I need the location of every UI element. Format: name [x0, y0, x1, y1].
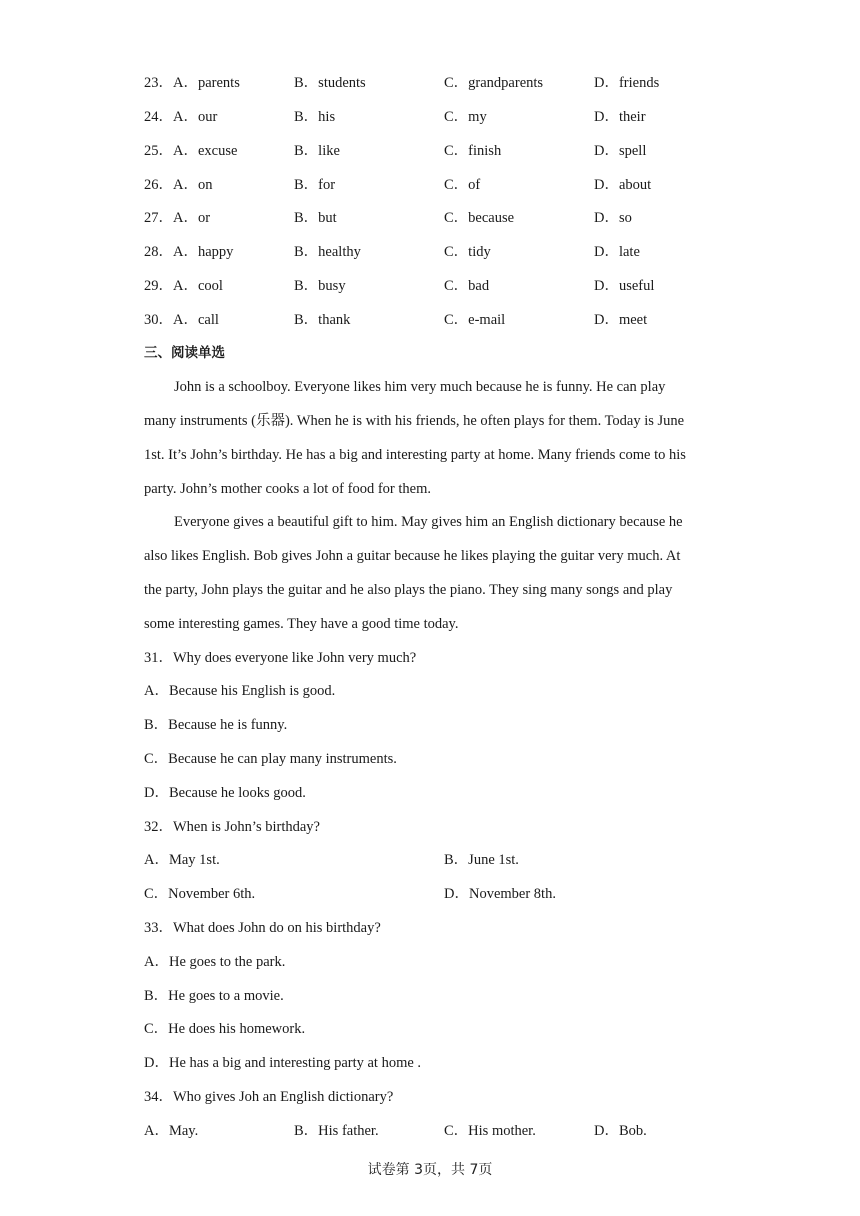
question-34-option-b: B．His father.: [294, 1123, 379, 1139]
option-b: B．but: [294, 210, 337, 226]
option-b: B．his: [294, 109, 336, 125]
option-b: B．students: [294, 75, 366, 91]
option-c: C．finish: [444, 143, 502, 159]
question-31-option-a: A．Because his English is good.: [144, 683, 336, 699]
passage-line: some interesting games. They have a good time today.: [144, 616, 459, 632]
passage-line: many instruments (乐器). When he is with his friends, he often plays for them. Today is June: [144, 413, 685, 429]
question-31-stem: 31．Why does everyone like John very much?: [144, 650, 417, 666]
option-a: 24．A．our: [144, 109, 218, 125]
option-a: 29．A．cool: [144, 278, 223, 294]
section-title: 三、阅读单选: [144, 345, 225, 361]
question-31-option-c: C．Because he can play many instruments.: [144, 751, 397, 767]
option-b: B．like: [294, 143, 340, 159]
question-34-option-a: A．May.: [144, 1123, 199, 1139]
option-d: D．spell: [594, 143, 647, 159]
option-b: B．healthy: [294, 244, 361, 260]
option-d: D．their: [594, 109, 646, 125]
option-b: B．for: [294, 177, 336, 193]
option-d: D．about: [594, 177, 652, 193]
passage-line: also likes English. Bob gives John a guitar because he likes playing the guitar very much. At: [144, 548, 681, 564]
option-a: 25．A．excuse: [144, 143, 238, 159]
question-31-option-d: D．Because he looks good.: [144, 785, 306, 801]
question-32-option-d: D．November 8th.: [444, 886, 556, 902]
option-a: 27．A．or: [144, 210, 211, 226]
page-footer: 试卷第 3页，共 7页: [367, 1162, 493, 1178]
option-d: D．so: [594, 210, 632, 226]
passage-line: Everyone gives a beautiful gift to him. May gives him an English dictionary because he: [174, 514, 683, 530]
option-d: D．useful: [594, 278, 655, 294]
option-c: C．e-mail: [444, 312, 506, 328]
passage-line: the party, John plays the guitar and he also plays the piano. They sing many songs and play: [144, 582, 673, 598]
passage-line: 1st. It’s John’s birthday. He has a big and interesting party at home. Many friends come to his: [144, 447, 686, 463]
option-d: D．friends: [594, 75, 660, 91]
option-c: C．of: [444, 177, 481, 193]
question-34-option-c: C．His mother.: [444, 1123, 536, 1139]
question-34-stem: 34．Who gives Joh an English dictionary?: [144, 1089, 394, 1105]
option-a: 26．A．on: [144, 177, 213, 193]
question-33-option-a: A．He goes to the park.: [144, 954, 286, 970]
option-b: B．busy: [294, 278, 346, 294]
question-32-option-c: C．November 6th.: [144, 886, 256, 902]
option-c: C．bad: [444, 278, 490, 294]
question-33-option-b: B．He goes to a movie.: [144, 988, 284, 1004]
option-c: C．grandparents: [444, 75, 544, 91]
question-34-option-d: D．Bob.: [594, 1123, 647, 1139]
option-d: D．late: [594, 244, 640, 260]
option-b: B．thank: [294, 312, 351, 328]
option-d: D．meet: [594, 312, 648, 328]
option-a: 28．A．happy: [144, 244, 234, 260]
question-32-stem: 32．When is John’s birthday?: [144, 819, 320, 835]
passage-line: party. John’s mother cooks a lot of food for them.: [144, 481, 431, 497]
option-c: C．my: [444, 109, 487, 125]
question-33-option-c: C．He does his homework.: [144, 1021, 306, 1037]
question-33-option-d: D．He has a big and interesting party at home .: [144, 1055, 422, 1071]
question-32-option-b: B．June 1st.: [444, 852, 519, 868]
option-c: C．because: [444, 210, 515, 226]
option-a: 23．A．parents: [144, 75, 240, 91]
option-a: 30．A．call: [144, 312, 219, 328]
question-33-stem: 33．What does John do on his birthday?: [144, 920, 381, 936]
option-c: C．tidy: [444, 244, 491, 260]
question-31-option-b: B．Because he is funny.: [144, 717, 288, 733]
question-32-option-a: A．May 1st.: [144, 852, 220, 868]
passage-line: John is a schoolboy. Everyone likes him very much because he is funny. He can play: [174, 379, 666, 395]
